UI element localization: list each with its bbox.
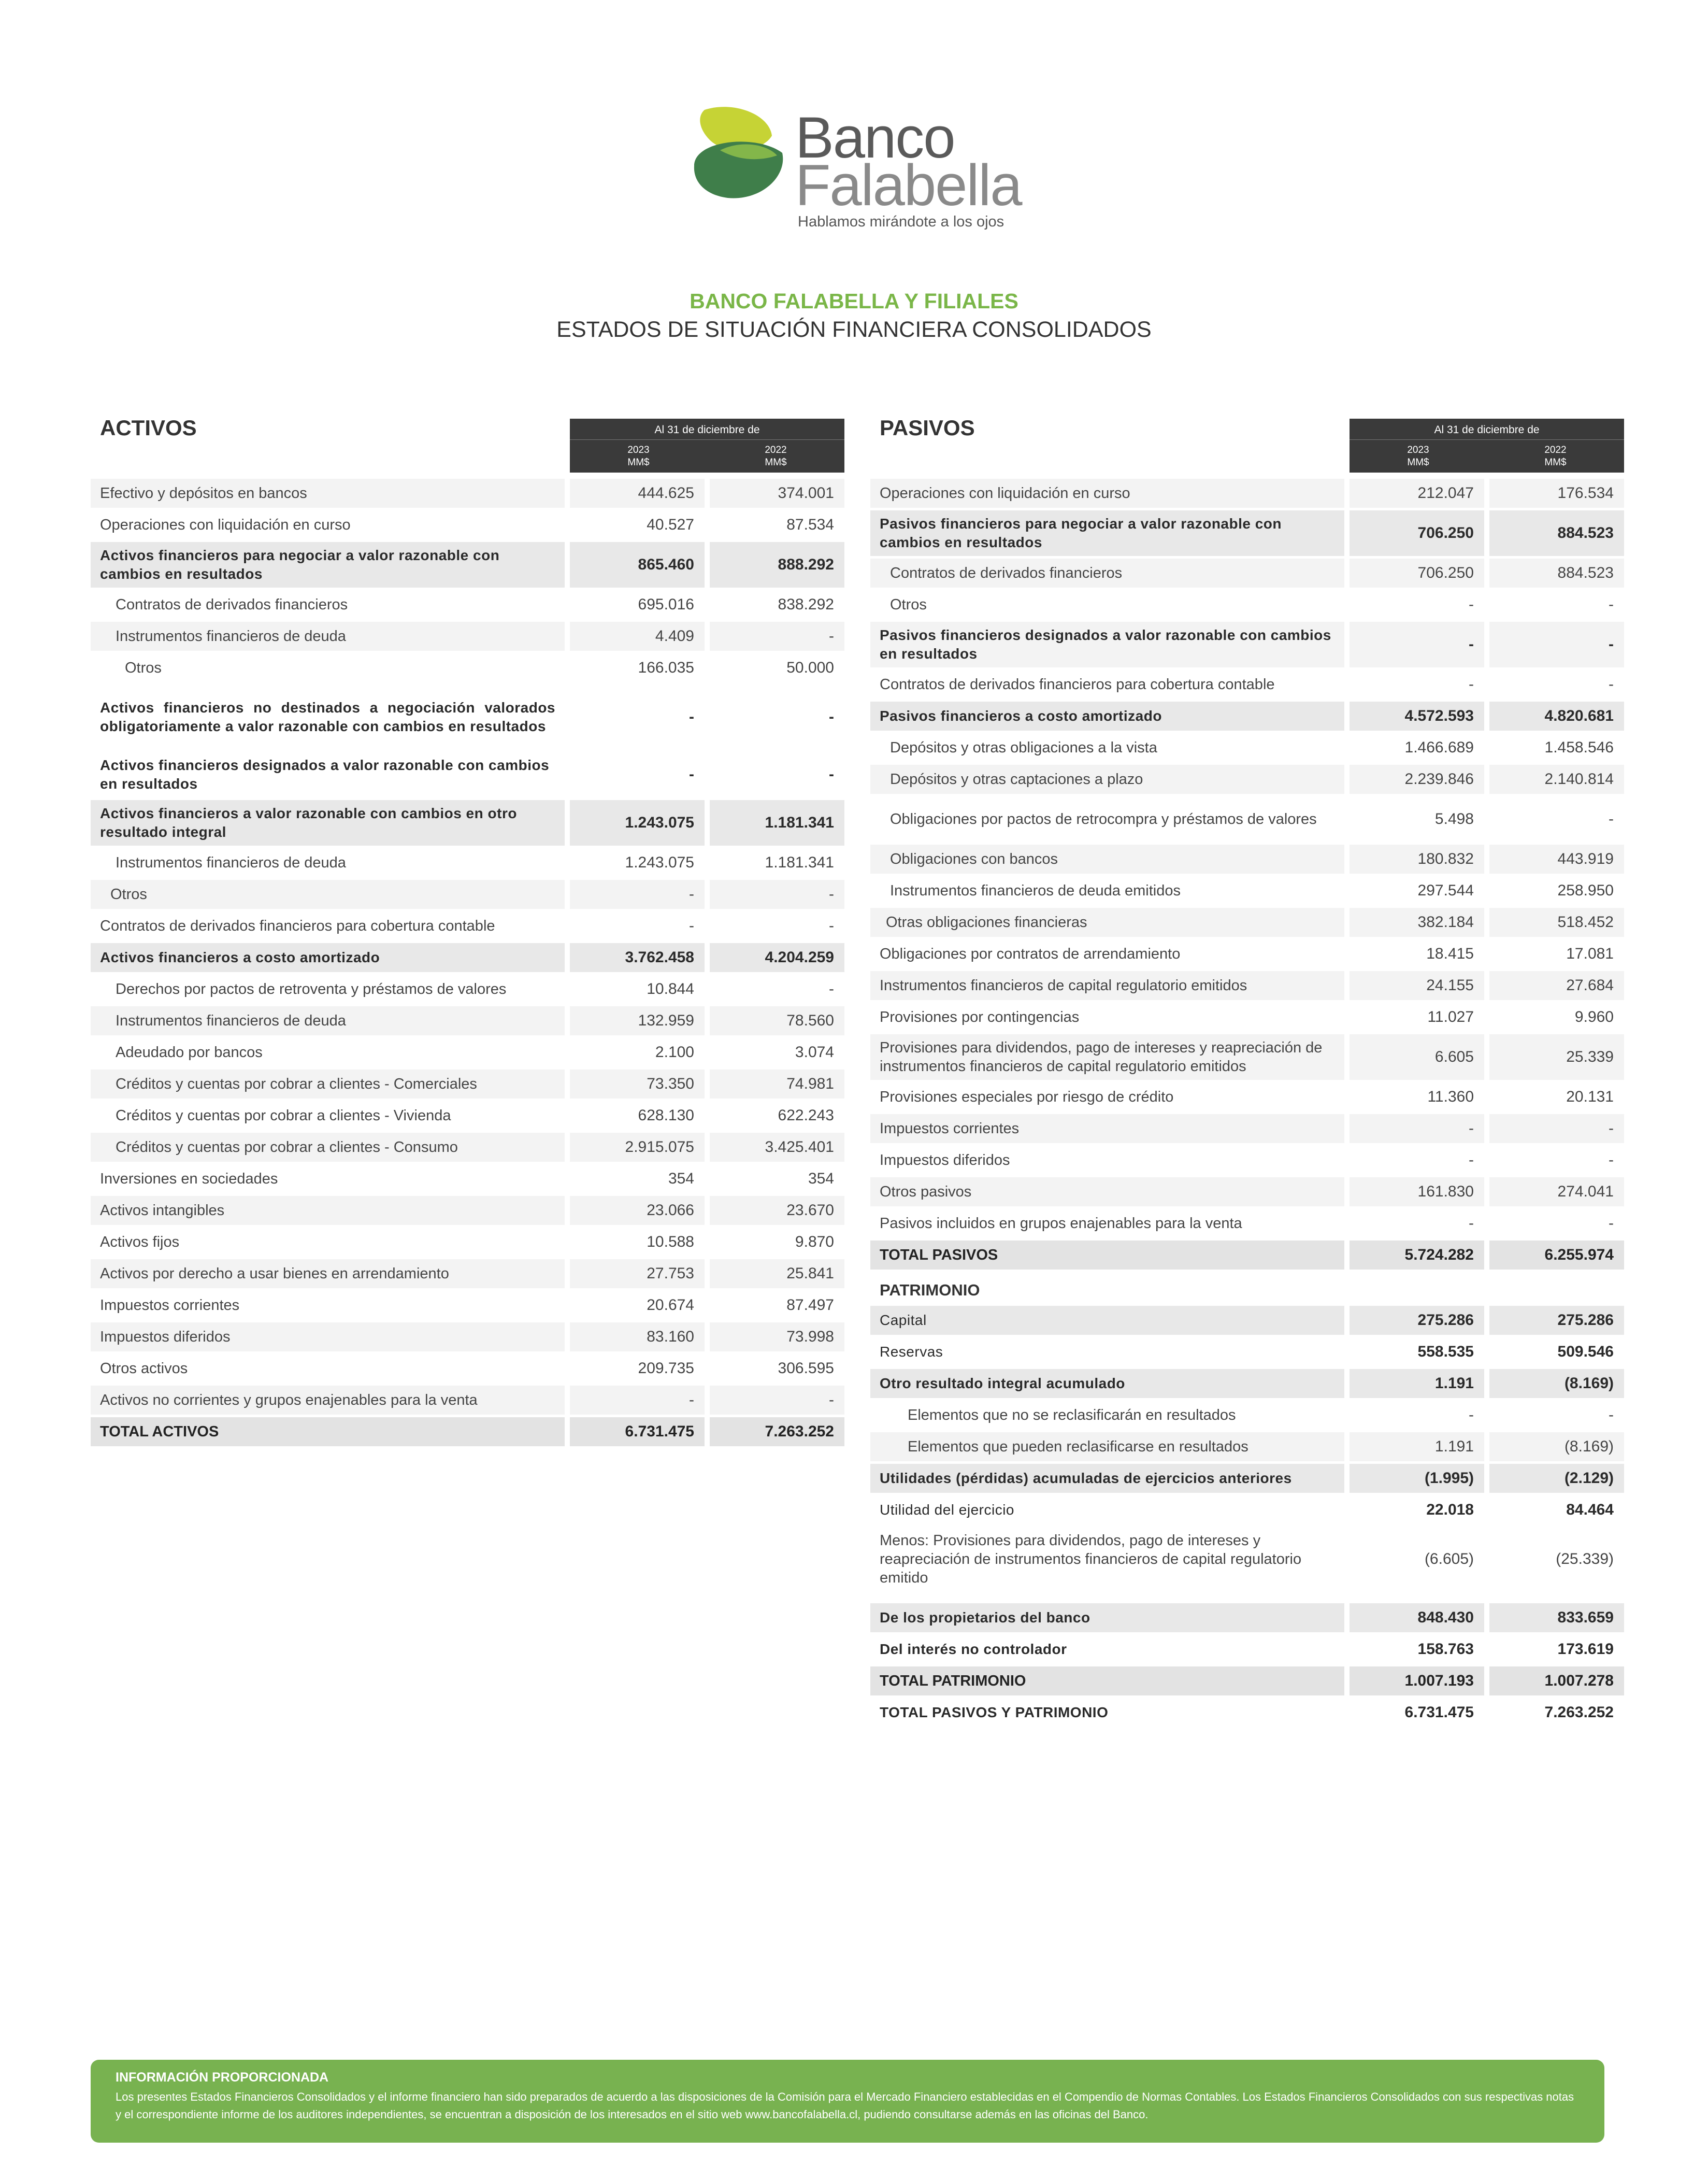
table-row: Instrumentos financieros de deuda emitidos 297.544 258.950 [870,876,1627,905]
table-row: Contratos de derivados financieros 706.250 884.523 [870,559,1627,588]
brand-name-line1: Banco [795,105,955,170]
table-row: Activos financieros no destinados a negociación valorados obligatoriamente a valor razonable con cambios en resultados - - [91,685,847,749]
table-row: Obligaciones con bancos 180.832 443.919 [870,845,1627,874]
table-row: Impuestos corrientes - - [870,1114,1627,1143]
table-row: Instrumentos financieros de deuda 4.409 - [91,622,847,651]
table-row: Contratos de derivados financieros para cobertura contable - - [91,911,847,940]
pasivos-table [870,479,1627,1270]
total-pasivos-patrimonio-row: TOTAL PASIVOS Y PATRIMONIO 6.731.475 7.263.252 [870,1698,1627,1727]
table-row: Créditos y cuentas por cobrar a clientes - Comerciales 73.350 74.981 [91,1070,847,1099]
activos-panel [91,415,847,1449]
table-row: Provisiones para dividendos, pago de intereses y reapreciación de instrumentos financieros de capital regulatorio emitidos 6.605 25.339 [870,1034,1627,1080]
table-row: Instrumentos financieros de capital regulatorio emitidos 24.155 27.684 [870,971,1627,1000]
table-row: Contratos de derivados financieros 695.016 838.292 [91,590,847,619]
document-title: BANCO FALABELLA Y FILIALES [690,289,1018,313]
table-row: Otros - - [870,590,1627,619]
table-row: Elementos que pueden reclasificarse en resultados 1.191 (8.169) [870,1432,1627,1461]
table-row: Activos fijos 10.588 9.870 [91,1228,847,1257]
table-row: Instrumentos financieros de deuda 1.243.075 1.181.341 [91,848,847,877]
logo-leaves-icon [684,104,793,207]
table-row: Otros 166.035 50.000 [91,653,847,682]
table-row: Utilidad del ejercicio 22.018 84.464 [870,1495,1627,1524]
activos-title: ACTIVOS [100,416,197,440]
table-row: Depósitos y otras captaciones a plazo 2.239.846 2.140.814 [870,765,1627,794]
table-row: Otras obligaciones financieras 382.184 518.452 [870,908,1627,937]
info-footer [91,2060,1604,2143]
table-row: Obligaciones por pactos de retrocompra y préstamos de valores 5.498 - [870,796,1627,842]
year-2022-header: 2022 MM$ [765,445,787,468]
table-row: Activos intangibles 23.066 23.670 [91,1196,847,1225]
table-row: Contratos de derivados financieros para cobertura contable - - [870,670,1627,699]
period-label: Al 31 de diciembre de [654,424,760,436]
pasivos-title: PASIVOS [880,416,975,440]
table-row: Efectivo y depósitos en bancos 444.625 374.001 [91,479,847,508]
table-row: Operaciones con liquidación en curso 40.527 87.534 [91,510,847,539]
total-pasivos-row: TOTAL PASIVOS 5.724.282 6.255.974 [870,1241,1627,1270]
table-row: Pasivos incluidos en grupos enajenables para la venta - - [870,1209,1627,1238]
period-label: Al 31 de diciembre de [1434,424,1540,436]
table-row: Capital 275.286 275.286 [870,1306,1627,1335]
table-row: Provisiones por contingencias 11.027 9.960 [870,1003,1627,1032]
table-row: Otros pasivos 161.830 274.041 [870,1177,1627,1206]
table-row: Utilidades (pérdidas) acumuladas de ejercicios anteriores (1.995) (2.129) [870,1464,1627,1493]
table-row: Depósitos y otras obligaciones a la vista 1.466.689 1.458.546 [870,733,1627,762]
table-row: Pasivos financieros a costo amortizado 4.572.593 4.820.681 [870,702,1627,731]
table-row: Obligaciones por contratos de arrendamiento 18.415 17.081 [870,939,1627,968]
table-row: Créditos y cuentas por cobrar a clientes - Vivienda 628.130 622.243 [91,1101,847,1130]
table-row: Impuestos diferidos - - [870,1146,1627,1175]
table-row: Impuestos diferidos 83.160 73.998 [91,1322,847,1351]
table-row: Activos financieros para negociar a valor razonable con cambios en resultados 865.460 888.292 [91,542,847,588]
table-row: Pasivos financieros para negociar a valor razonable con cambios en resultados 706.250 884.523 [870,510,1627,556]
table-row: Menos: Provisiones para dividendos, pago de intereses y reapreciación de instrumentos financieros de capital regulatorio emitido (6.605) (25.339) [870,1527,1627,1591]
table-row: De los propietarios del banco 848.430 833.659 [870,1603,1627,1632]
footer-text: Los presentes Estados Financieros Consolidados y el informe financiero han sido preparados de acuerdo a las disposiciones de la Comisión para el Mercado Financiero establecidas en el Compendio de Normas Contables. Los Estados Financieros Consolidados con sus respectivas notas y el correspondiente informe de los auditores independientes, se encuentran a disposición de los interesados en el sitio web www.bancofalabella.cl, pudiendo consultarse además en las oficinas del Banco. [116,2090,1574,2121]
pasivos-panel [870,415,1627,1730]
table-row: Instrumentos financieros de deuda 132.959 78.560 [91,1006,847,1035]
document-subtitle: ESTADOS DE SITUACIÓN FINANCIERA CONSOLIDADOS [556,317,1152,342]
brand-tagline: Hablamos mirándote a los ojos [798,213,1004,230]
table-row: Impuestos corrientes 20.674 87.497 [91,1291,847,1320]
table-row: Créditos y cuentas por cobrar a clientes - Consumo 2.915.075 3.425.401 [91,1133,847,1162]
activos-table [91,479,847,1446]
total-activos-row: TOTAL ACTIVOS 6.731.475 7.263.252 [91,1417,847,1446]
year-2022-header: 2022 MM$ [1544,445,1567,468]
patrimonio-table [870,1306,1627,1727]
table-row: Elementos que no se reclasificarán en resultados - - [870,1401,1627,1430]
table-row: Otro resultado integral acumulado 1.191 (8.169) [870,1369,1627,1398]
table-row: Activos financieros a costo amortizado 3.762.458 4.204.259 [91,943,847,972]
table-row: Activos financieros designados a valor razonable con cambios en resultados - - [91,752,847,797]
table-row: Otros activos 209.735 306.595 [91,1354,847,1383]
table-row: Activos no corrientes y grupos enajenables para la venta - - [91,1386,847,1415]
table-row: Activos por derecho a usar bienes en arrendamiento 27.753 25.841 [91,1259,847,1288]
table-row: Operaciones con liquidación en curso 212.047 176.534 [870,479,1627,508]
patrimonio-title: PATRIMONIO [880,1281,980,1299]
pasivos-column-header [1350,419,1624,473]
year-2023-header: 2023 MM$ [1407,445,1429,468]
table-row: Derechos por pactos de retroventa y préstamos de valores 10.844 - [91,975,847,1004]
total-patrimonio-row: TOTAL PATRIMONIO 1.007.193 1.007.278 [870,1666,1627,1695]
year-2023-header: 2023 MM$ [627,445,650,468]
bank-logo [684,104,1057,233]
table-row: Reservas 558.535 509.546 [870,1337,1627,1366]
activos-column-header [570,419,844,473]
footer-heading: INFORMACIÓN PROPORCIONADA [116,2070,329,2085]
table-row: Inversiones en sociedades 354 354 [91,1164,847,1193]
brand-name-line2: Falabella [795,153,1022,218]
table-row: Provisiones especiales por riesgo de crédito 11.360 20.131 [870,1082,1627,1111]
table-row: Pasivos financieros designados a valor razonable con cambios en resultados - - [870,622,1627,667]
table-row: Activos financieros a valor razonable con cambios en otro resultado integral 1.243.075 1.181.341 [91,800,847,846]
table-row: Adeudado por bancos 2.100 3.074 [91,1038,847,1067]
table-row: Del interés no controlador 158.763 173.619 [870,1635,1627,1664]
table-row: Otros - - [91,880,847,909]
